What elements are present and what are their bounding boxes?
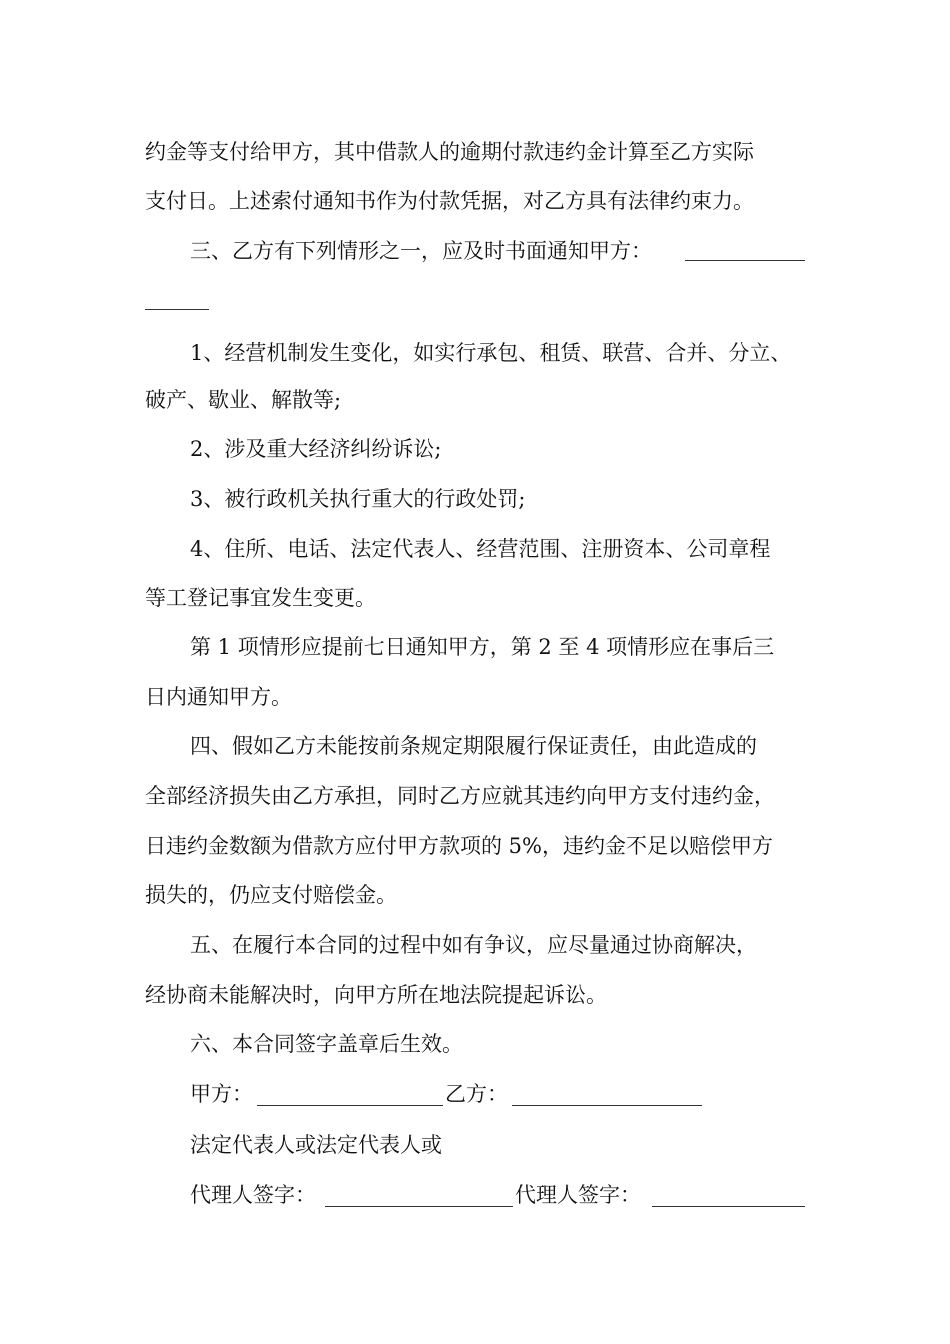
- fill-in-blank: [145, 309, 209, 310]
- clause-six: 六、本合同签字盖章后生效。: [190, 1032, 463, 1056]
- party-a-label: 甲方：: [190, 1082, 253, 1106]
- paragraph-line: 日违约金数额为借款方应付甲方款项的 5%，违约金不足以赔偿甲方: [145, 834, 773, 858]
- agent-b-signature-blank: [652, 1206, 805, 1207]
- list-item: 4、住所、电话、法定代表人、经营范围、注册资本、公司章程: [190, 537, 771, 561]
- paragraph-line: 日内通知甲方。: [145, 685, 292, 709]
- paragraph-line: 约金等支付给甲方，其中借款人的逾期付款违约金计算至乙方实际: [145, 140, 754, 164]
- clause-five: 五、在履行本合同的过程中如有争议，应尽量通过协商解决，: [190, 933, 757, 957]
- clause-four: 四、假如乙方未能按前条规定期限履行保证责任，由此造成的: [190, 734, 757, 758]
- fill-in-blank: [685, 260, 805, 261]
- paragraph-line: 经协商未能解决时，向甲方所在地法院提起诉讼。: [145, 983, 607, 1007]
- list-item: 1、经营机制发生变化，如实行承包、租赁、联营、合并、分立、: [190, 341, 792, 365]
- party-a-signature-blank: [257, 1105, 443, 1106]
- list-item: 3、被行政机关执行重大的行政处罚;: [190, 487, 526, 511]
- agent-a-label: 代理人签字：: [190, 1183, 316, 1207]
- clause-three-heading: 三、乙方有下列情形之一，应及时书面通知甲方：: [190, 239, 652, 263]
- representative-label: 法定代表人或法定代表人或: [190, 1133, 442, 1157]
- paragraph-line: 损失的，仍应支付赔偿金。: [145, 883, 397, 907]
- party-b-label: 乙方：: [445, 1082, 508, 1106]
- agent-a-signature-blank: [325, 1206, 513, 1207]
- paragraph-line: 全部经济损失由乙方承担，同时乙方应就其违约向甲方支付违约金，: [145, 784, 775, 808]
- paragraph-line: 等工登记事宜发生变更。: [145, 586, 376, 610]
- paragraph-line: 第 1 项情形应提前七日通知甲方，第 2 至 4 项情形应在事后三: [190, 635, 775, 659]
- list-item: 2、涉及重大经济纠纷诉讼;: [190, 437, 442, 461]
- agent-b-label: 代理人签字：: [515, 1183, 641, 1207]
- paragraph-line: 破产、歇业、解散等;: [145, 388, 342, 412]
- paragraph-line: 支付日。上述索付通知书作为付款凭据，对乙方具有法律约束力。: [145, 189, 754, 213]
- party-b-signature-blank: [512, 1105, 702, 1106]
